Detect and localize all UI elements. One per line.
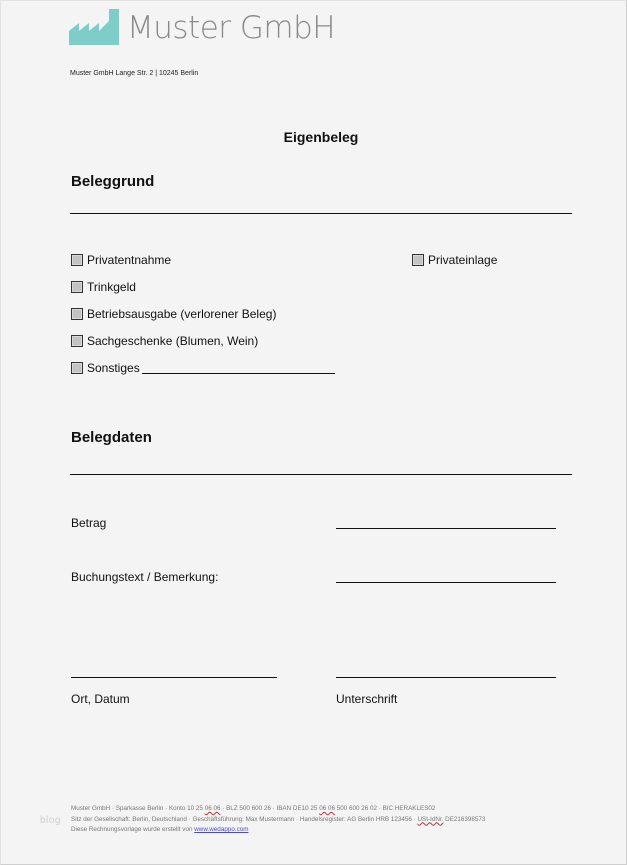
- footer-text: Muster GmbH · Sparkasse Berlin · Konto 10 25: [71, 805, 205, 812]
- footer-text: 06 06: [204, 805, 221, 812]
- footer-text: DE216398573: [443, 815, 486, 823]
- company-logo: [69, 7, 335, 45]
- sender-address: Muster GmbH Lange Str. 2 | 10245 Berlin: [70, 70, 199, 77]
- place-date-line[interactable]: [71, 677, 277, 678]
- checkbox-label: Privatentnahme: [87, 253, 172, 267]
- checkbox-privatentnahme[interactable]: [71, 253, 171, 267]
- field-label-betrag: Betrag: [71, 516, 107, 530]
- footer-text: · BLZ 500 600 26 · IBAN DE10 25: [220, 805, 320, 812]
- place-date-label: Ort, Datum: [71, 692, 130, 706]
- field-label-buchungstext: Buchungstext / Bemerkung:: [71, 570, 219, 584]
- watermark-blog: blog: [40, 815, 61, 826]
- checkbox-label: Betriebsausgabe (verlorener Beleg): [87, 307, 277, 321]
- section-divider: [70, 474, 572, 475]
- checkbox-box[interactable]: [71, 308, 83, 320]
- section-divider: [70, 213, 572, 214]
- factory-icon: [69, 7, 119, 45]
- checkbox-box[interactable]: [71, 362, 83, 374]
- signature-label: Unterschrift: [336, 692, 398, 706]
- footer-text: 500 600 26 02 · BIC HERAKLES02: [334, 805, 436, 812]
- footer-company-line: [71, 815, 485, 826]
- checkbox-box[interactable]: [412, 254, 424, 266]
- company-name: Muster GmbH: [127, 10, 336, 46]
- footer-credit-line: [71, 825, 485, 836]
- checkbox-box[interactable]: [71, 335, 83, 347]
- sonstiges-blank-line[interactable]: [142, 362, 335, 374]
- document-title: Eigenbeleg: [283, 129, 359, 145]
- footer-text: Diese Rechnungsvorlage wurde erstellt von: [71, 826, 195, 833]
- checkbox-box[interactable]: [71, 254, 83, 266]
- checkbox-sonstiges[interactable]: [71, 361, 335, 375]
- footer-text: USt-IdNr.: [417, 815, 444, 823]
- checkbox-label: Privateinlage: [428, 253, 498, 267]
- checkbox-label: Trinkgeld: [87, 280, 136, 294]
- footer-text: Sitz der Gesellschaft: Berlin, Deutschland · Geschäftsführung: Max Mustermann · Handelsregister: AG Berlin HRB 123456 ·: [71, 815, 418, 823]
- footer: [71, 804, 485, 836]
- checkbox-box[interactable]: [71, 281, 83, 293]
- checkbox-trinkgeld[interactable]: [71, 280, 136, 294]
- field-line-buchungstext[interactable]: [336, 582, 556, 583]
- signature-line[interactable]: [336, 677, 556, 678]
- section-heading-beleggrund: Beleggrund: [71, 173, 155, 190]
- section-heading-belegdaten: Belegdaten: [71, 429, 152, 446]
- checkbox-label: Sachgeschenke (Blumen, Wein): [87, 334, 259, 348]
- checkbox-privateinlage[interactable]: [412, 253, 497, 267]
- footer-text: 06 06: [319, 805, 335, 812]
- field-line-betrag[interactable]: [336, 528, 556, 529]
- checkbox-betriebsausgabe[interactable]: [71, 307, 276, 321]
- footer-bank-line: [71, 804, 485, 815]
- checkbox-label: Sonstiges: [87, 361, 140, 375]
- footer-link[interactable]: www.wedappo.com: [194, 826, 249, 833]
- checkbox-sachgeschenke[interactable]: [71, 334, 258, 348]
